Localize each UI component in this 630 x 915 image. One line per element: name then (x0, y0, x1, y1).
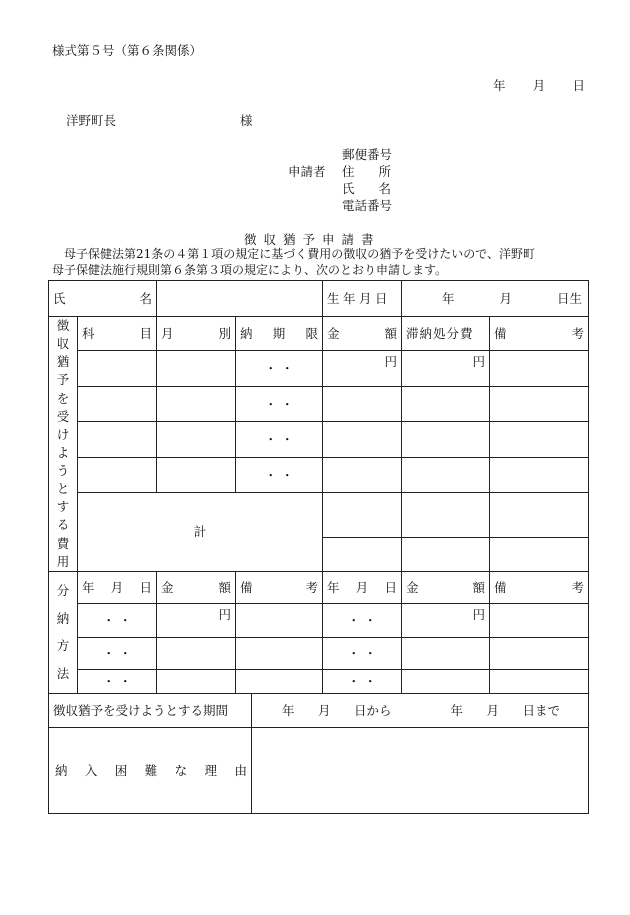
period-from-month: 月 (318, 702, 331, 718)
honorific: 様 (240, 113, 253, 128)
period-row (49, 693, 589, 727)
inst-header-remarks-2: 備 考 (494, 579, 585, 595)
header-delinquency-fee: 滞納処分費 (406, 326, 474, 341)
birth-value (442, 291, 582, 306)
name-row (49, 281, 589, 317)
date-dots: ・ ・ (347, 673, 377, 689)
installment-row (49, 669, 589, 693)
yen-unit: 円 (384, 354, 397, 369)
name-value-cell[interactable] (157, 281, 323, 317)
deadline-dots: ・ ・ (264, 361, 294, 376)
date-line (493, 80, 585, 93)
yen-unit: 円 (472, 606, 485, 622)
period-from-year: 年 (282, 702, 295, 718)
date-month-label: 月 (532, 78, 546, 93)
header-remarks: 備 考 (494, 326, 585, 341)
inst-header-date-1: 年 月 日 (82, 579, 152, 595)
deadline-dots: ・ ・ (264, 467, 294, 483)
inst-header-date-2: 年 月 日 (327, 579, 397, 595)
applicant-role: 申請者 (288, 164, 326, 179)
date-dots: ・ ・ (347, 612, 377, 628)
installment-section-label: 分 納 方 法 (49, 571, 78, 693)
date-dots: ・ ・ (102, 673, 132, 689)
deadline-dots: ・ ・ (264, 432, 294, 447)
installment-row (49, 603, 589, 637)
header-amount: 金 額 (327, 326, 397, 341)
installment-header-row (49, 571, 589, 603)
inst-header-amount-2: 金 額 (406, 579, 485, 595)
postal-code-label: 郵便番号 (342, 147, 393, 162)
period-to-month: 月 (486, 702, 499, 718)
deadline-dots: ・ ・ (264, 396, 294, 412)
addressee: 洋野町長 (66, 113, 117, 128)
body-line-1: 母子保健法第21条の４第１項の規定に基づく費用の徴収の猶予を受けたいので、洋野町 (64, 247, 536, 261)
address-label: 住所 (342, 164, 416, 179)
total-label: 計 (193, 524, 207, 540)
application-table (48, 280, 589, 814)
fee-row (49, 422, 589, 458)
inst-header-amount-1: 金 額 (161, 579, 231, 595)
document-title: 徴収猶予申請書 (244, 232, 381, 247)
fee-row (49, 351, 589, 387)
header-subject: 科 目 (82, 326, 152, 341)
yen-unit: 円 (472, 354, 485, 369)
name-label-cell (53, 291, 152, 306)
fee-header-row (49, 317, 589, 351)
yen-unit: 円 (218, 606, 231, 622)
date-dots: ・ ・ (102, 612, 132, 628)
reason-value-cell[interactable] (252, 727, 589, 813)
name-label: 氏名 (342, 181, 416, 196)
fee-row (49, 387, 589, 422)
form-number: 様式第５号（第６条関係） (52, 43, 203, 58)
fee-section-label: 徴 収 猶 予 を 受 け よ う と す る 費 用 (49, 317, 78, 572)
period-to-year: 年 (450, 702, 463, 718)
name-label-char-1: 氏 (53, 291, 66, 306)
birth-month-label: 月 (499, 291, 513, 306)
date-year-label: 年 (493, 78, 506, 93)
fee-total-row (49, 493, 589, 538)
phone-label: 電話番号 (342, 198, 393, 213)
header-month: 月 別 (161, 326, 231, 341)
fee-row (49, 458, 589, 493)
birth-label: 生年月日 (327, 291, 392, 306)
birth-day-label: 日生 (557, 291, 583, 306)
installment-row (49, 637, 589, 669)
reason-row (49, 727, 589, 813)
date-day-label: 日 (572, 78, 585, 93)
header-deadline: 納 期 限 (240, 326, 318, 341)
inst-header-remarks-1: 備 考 (240, 579, 318, 595)
period-to-day: 日まで (522, 702, 560, 718)
period-label: 徴収猶予を受けようとする期間 (53, 702, 229, 718)
birth-year-label: 年 (442, 291, 455, 306)
reason-label: 納 入 困 難 な 理 由 (55, 762, 247, 778)
period-value (282, 703, 560, 718)
date-dots: ・ ・ (347, 645, 377, 661)
name-label-char-2: 名 (139, 291, 152, 306)
date-dots: ・ ・ (102, 645, 132, 661)
body-line-2: 母子保健法施行規則第６条第３項の規定により、次のとおり申請します。 (52, 263, 448, 277)
period-from-day: 日から (354, 702, 392, 718)
